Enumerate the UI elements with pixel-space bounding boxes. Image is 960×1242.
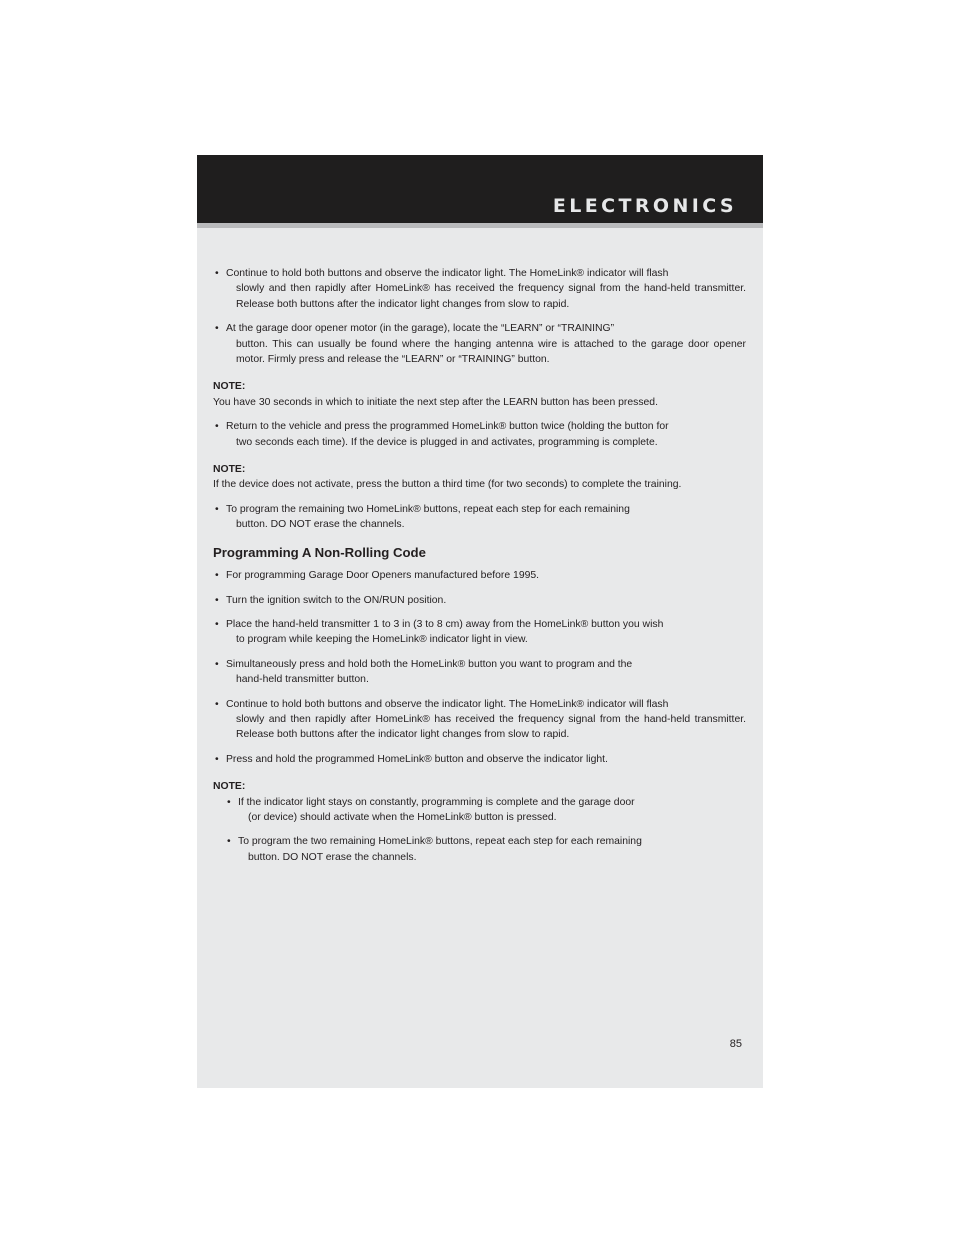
page-content xyxy=(213,266,746,874)
bullet-text: Continue to hold both buttons and observe the indicator light. The HomeLink® indicator will flash xyxy=(226,698,669,710)
note-text: You have 30 seconds in which to initiate the next step after the LEARN button has been pressed. xyxy=(213,396,658,408)
bullet-text: Place the hand-held transmitter 1 to 3 in (3 to 8 cm) away from the HomeLink® button you wish xyxy=(226,618,664,630)
bullet-place-transmitter xyxy=(213,617,746,648)
header-bar xyxy=(197,155,763,223)
note-bullet-indicator-constant xyxy=(213,795,746,826)
section-title: ELECTRONICS xyxy=(552,195,737,217)
bullet-observe-indicator xyxy=(213,697,746,743)
bullet-text-continued: button. DO NOT erase the channels. xyxy=(248,851,417,863)
bullet-text: At the garage door opener motor (in the garage), locate the “LEARN” or “TRAINING” xyxy=(226,323,615,335)
bullet-text-continued: two seconds each time). If the device is plugged in and activates, programming is complete. xyxy=(236,436,658,448)
subheading-non-rolling-code: Programming A Non-Rolling Code xyxy=(213,544,426,560)
bullet-text: If the indicator light stays on constantly, programming is complete and the garage door xyxy=(238,796,635,808)
note-text: If the device does not activate, press the button a third time (for two seconds) to complete the training. xyxy=(213,479,682,491)
bullet-text: To program the remaining two HomeLink® buttons, repeat each step for each remaining xyxy=(226,503,630,515)
note-label: NOTE: xyxy=(213,464,246,476)
bullet-text-continued: hand-held transmitter button. xyxy=(236,674,369,686)
bullet-press-programmed xyxy=(213,752,746,767)
bullet-text: Continue to hold both buttons and observe the indicator light. The HomeLink® indicator will flash xyxy=(226,268,669,279)
bullet-text-continued: slowly and then rapidly after HomeLink® has received the frequency signal from the hand-held transmitter. Release both buttons after the indicator light changes from slow to rapid. xyxy=(236,283,746,310)
bullet-text-continued: slowly and then rapidly after HomeLink® has received the frequency signal from the hand-held transmitter. Release both buttons after the indicator light changes from slow to rapid. xyxy=(236,713,746,741)
bullet-return-vehicle xyxy=(213,419,746,450)
note-label: NOTE: xyxy=(213,781,246,793)
bullet-text-continued: (or device) should activate when the HomeLink® button is pressed. xyxy=(248,811,557,823)
bullet-text: Return to the vehicle and press the programmed HomeLink® button twice (holding the button for xyxy=(226,421,669,433)
bullet-text: Turn the ignition switch to the ON/RUN position. xyxy=(226,594,447,606)
bullet-ignition xyxy=(213,593,746,608)
note-bullet-program-remaining xyxy=(213,834,746,865)
manual-page xyxy=(197,155,763,1088)
bullet-before-1995 xyxy=(213,568,746,583)
bullet-text: To program the two remaining HomeLink® buttons, repeat each step for each remaining xyxy=(238,836,642,848)
bullet-text: Press and hold the programmed HomeLink® button and observe the indicator light. xyxy=(226,753,608,765)
note-label: NOTE: xyxy=(213,381,246,393)
bullet-text-continued: to program while keeping the HomeLink® indicator light in view. xyxy=(236,634,528,646)
bullet-text-continued: button. DO NOT erase the channels. xyxy=(236,519,405,531)
header-divider xyxy=(197,223,763,228)
bullet-locate-learn xyxy=(213,321,746,367)
page-number: 85 xyxy=(729,1038,742,1050)
bullet-text: For programming Garage Door Openers manufactured before 1995. xyxy=(226,570,540,582)
bullet-hold-buttons xyxy=(213,266,746,312)
bullet-text: Simultaneously press and hold both the HomeLink® button you want to program and the xyxy=(226,658,633,670)
bullet-program-remaining xyxy=(213,502,746,533)
bullet-text-continued: button. This can usually be found where the hanging antenna wire is attached to the garage door opener motor. Firmly press and release the “LEARN” or “TRAINING” button. xyxy=(236,338,746,366)
bullet-press-hold-both xyxy=(213,657,746,688)
